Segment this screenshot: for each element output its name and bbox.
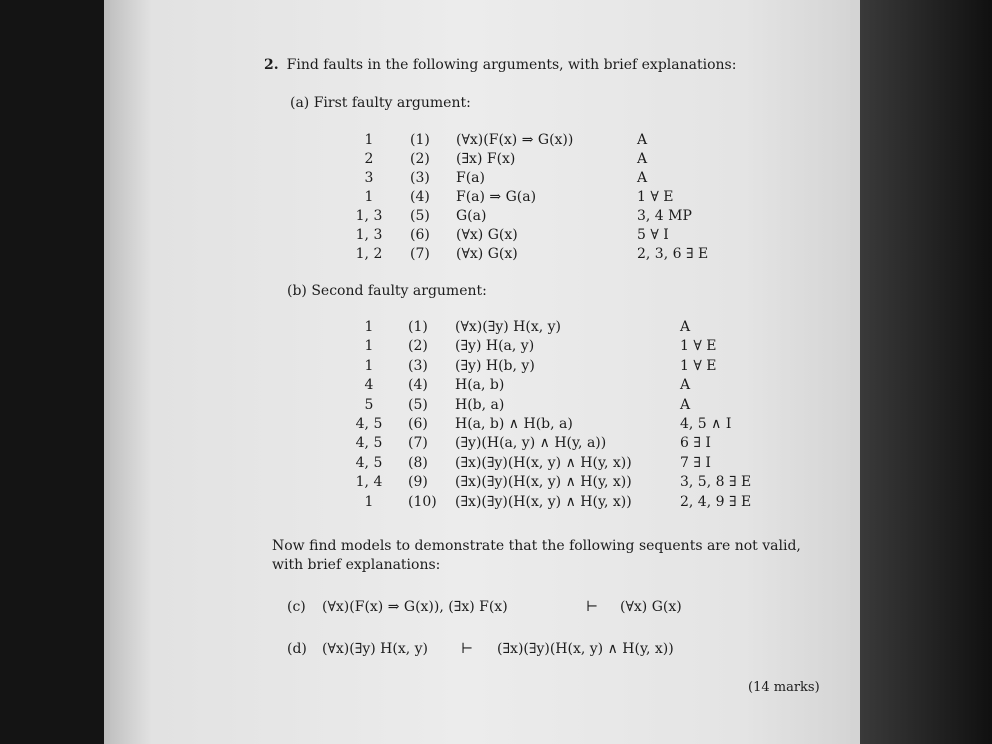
proof-line-formula: (∃x)(∃y)(H(x, y) ∧ H(y, x)) (455, 454, 632, 471)
proof-line-dependencies: 1, 3 (355, 208, 383, 224)
proof-line-justification: A (680, 377, 691, 394)
proof-line-number: (2) (410, 151, 430, 167)
proof-line-number: (2) (408, 338, 428, 355)
proof-line-justification: 3, 4 MP (637, 208, 692, 224)
proof-line-dependencies: 4 (364, 377, 374, 394)
proof-line-formula: (∃x)(∃y)(H(x, y) ∧ H(y, x)) (455, 493, 632, 510)
proof-line-formula: (∀x) G(x) (456, 227, 518, 243)
proof-line-number: (4) (408, 377, 428, 394)
proof-line-dependencies: 1, 2 (355, 246, 383, 262)
proof-line-justification: 1 ∀ E (680, 357, 717, 374)
proof-line-number: (1) (410, 132, 430, 148)
proof-line-justification: 2, 3, 6 ∃ E (637, 246, 709, 262)
proof-line-justification: 4, 5 ∧ I (680, 416, 732, 432)
proof-line-number: (6) (408, 416, 428, 432)
question-text: Find faults in the following arguments, with brief explanations: (286, 57, 737, 73)
proof-line-dependencies: 4, 5 (355, 454, 383, 471)
proof-line-number: (5) (408, 396, 428, 413)
proof-line-dependencies: 1 (364, 132, 374, 148)
marks: (14 marks) (748, 680, 820, 695)
proof-line-justification: 6 ∃ I (680, 435, 711, 452)
proof-line-dependencies: 3 (364, 170, 374, 186)
proof-line-justification: A (680, 396, 691, 413)
question-heading (264, 56, 736, 74)
proof-line-justification: A (637, 170, 648, 186)
proof-line-justification: 5 ∀ I (637, 227, 669, 243)
part-d-right: (∃x)(∃y)(H(x, y) ∧ H(y, x)) (497, 641, 674, 657)
proof-line-formula: H(a, b) (455, 377, 505, 394)
proof-line-dependencies: 5 (364, 396, 374, 413)
proof-line-number: (7) (408, 435, 428, 452)
proof-line-formula: F(a) (456, 170, 485, 186)
part-c-turnstile: ⊢ (586, 599, 599, 615)
background-shadow (860, 0, 992, 744)
proof-line-formula: G(a) (456, 208, 487, 224)
proof-line-justification: 1 ∀ E (680, 338, 717, 355)
part-b-label: (b) Second faulty argument: (287, 283, 487, 299)
proof-line-formula: F(a) ⇒ G(a) (456, 189, 537, 205)
proof-line-dependencies: 1 (364, 493, 374, 510)
question-number: 2. (264, 57, 279, 73)
proof-line-number: (5) (410, 208, 430, 224)
proof-line-number: (8) (408, 454, 428, 471)
proof-line-number: (10) (408, 493, 437, 510)
proof-line-number: (3) (410, 170, 430, 186)
proof-line-formula: H(a, b) ∧ H(b, a) (455, 416, 573, 432)
part-c-right: (∀x) G(x) (620, 599, 682, 615)
proof-line-justification: A (637, 151, 648, 167)
proof-line-formula: (∀x)(∃y) H(x, y) (455, 319, 561, 335)
proof-line-formula: (∃x)(∃y)(H(x, y) ∧ H(y, x)) (455, 474, 632, 491)
proof-line-number: (3) (408, 357, 428, 374)
proof-line-dependencies: 1 (364, 189, 374, 205)
proof-line-dependencies: 1, 3 (355, 227, 383, 243)
proof-line-number: (7) (410, 246, 430, 262)
proof-line-number: (1) (408, 319, 428, 335)
part-c-label: (c) (287, 599, 306, 615)
proof-line-dependencies: 1 (364, 319, 374, 335)
part-c-left: (∀x)(F(x) ⇒ G(x)), (∃x) F(x) (322, 599, 508, 615)
proof-line-number: (4) (410, 189, 430, 205)
proof-line-number: (6) (410, 227, 430, 243)
proof-line-justification: A (680, 319, 691, 335)
proof-line-formula: (∃y) H(b, y) (455, 357, 535, 374)
proof-line-justification: 2, 4, 9 ∃ E (680, 493, 752, 510)
part-d-left: (∀x)(∃y) H(x, y) (322, 641, 428, 657)
proof-line-dependencies: 4, 5 (355, 416, 383, 432)
part-d-turnstile: ⊢ (461, 641, 474, 657)
proof-line-formula: (∀x)(F(x) ⇒ G(x)) (456, 132, 574, 148)
proof-line-dependencies: 1 (364, 338, 374, 355)
proof-line-justification: A (637, 132, 648, 148)
proof-line-formula: (∃y)(H(a, y) ∧ H(y, a)) (455, 435, 607, 452)
proof-line-dependencies: 1 (364, 357, 374, 374)
proof-line-justification: 7 ∃ I (680, 454, 711, 471)
proof-line-formula: (∃x) F(x) (456, 151, 516, 167)
proof-line-formula: (∀x) G(x) (456, 246, 518, 262)
part-a-label: (a) First faulty argument: (290, 95, 471, 111)
part-d-label: (d) (287, 641, 307, 657)
proof-line-dependencies: 1, 4 (355, 474, 383, 491)
proof-line-formula: H(b, a) (455, 396, 505, 413)
proof-line-justification: 3, 5, 8 ∃ E (680, 474, 752, 491)
proof-line-dependencies: 2 (364, 151, 374, 167)
proof-line-formula: (∃y) H(a, y) (455, 338, 535, 355)
models-prompt: Now find models to demonstrate that the following sequents are not valid, with brief explanations: (272, 538, 801, 573)
proof-line-justification: 1 ∀ E (637, 189, 674, 205)
proof-line-dependencies: 4, 5 (355, 435, 383, 452)
proof-line-number: (9) (408, 474, 428, 491)
